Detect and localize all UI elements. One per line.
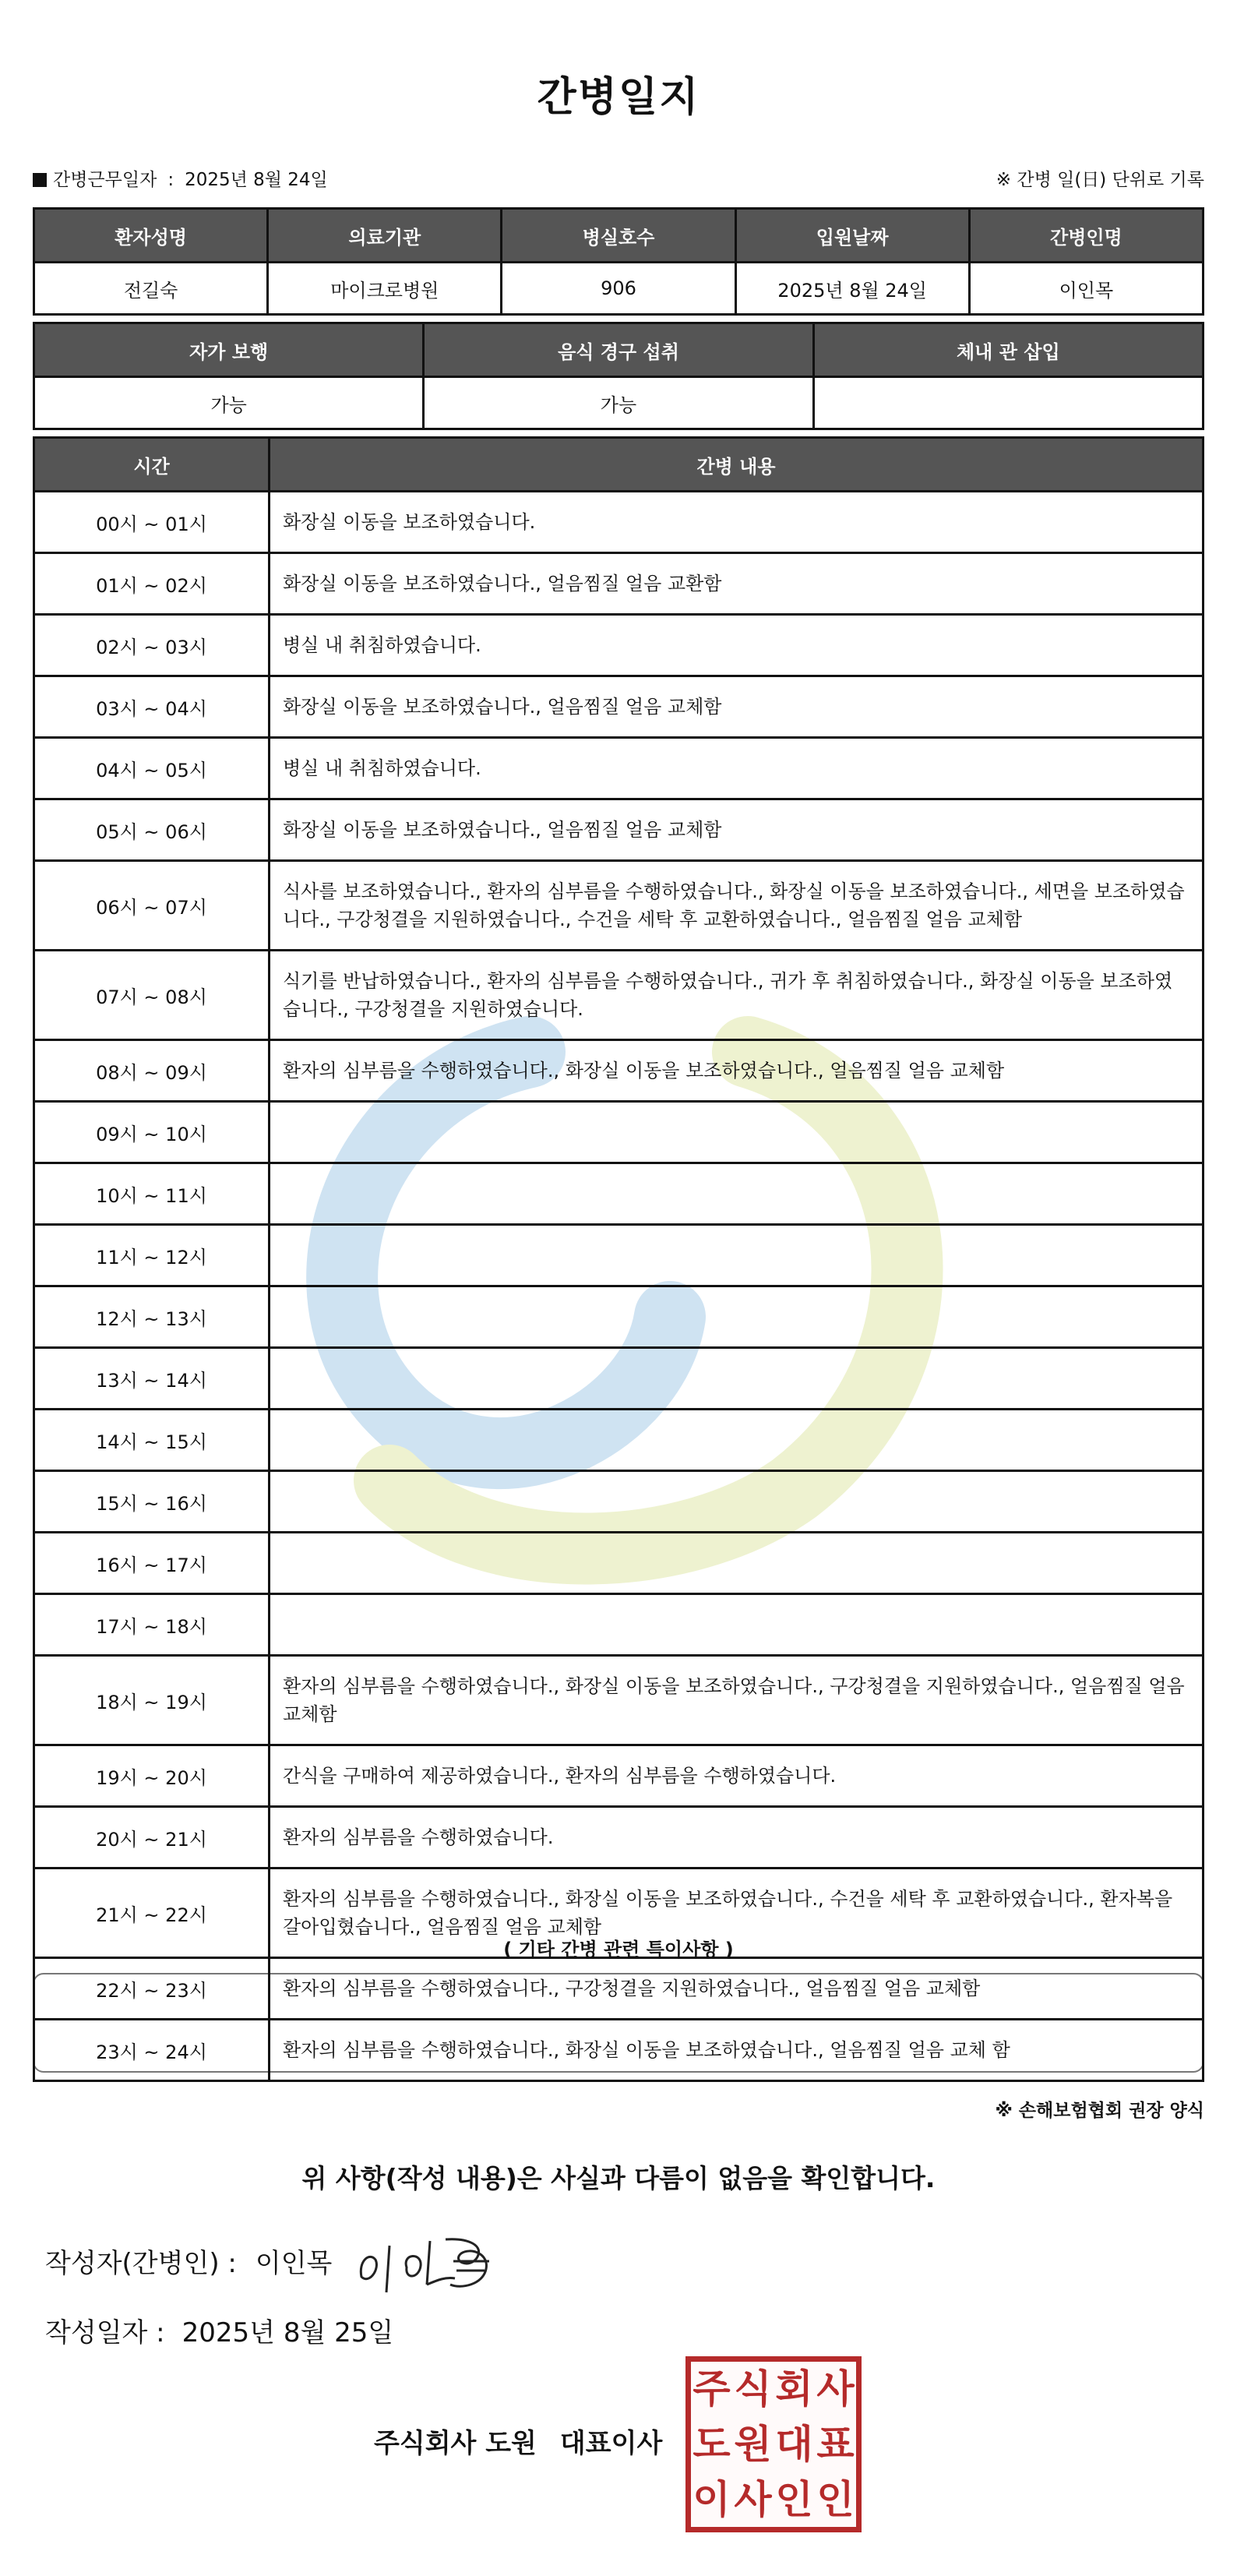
- care-log-row: [34, 2020, 1204, 2081]
- company-name: 주식회사 도원: [374, 2428, 537, 2459]
- care-log-content: 간식을 구매하여 제공하였습니다., 환자의 심부름을 수행하였습니다.: [270, 1745, 1204, 1807]
- page-title: 간병일지: [537, 74, 700, 121]
- care-log-row: [34, 1745, 1204, 1807]
- seal-character: 인: [775, 2476, 813, 2522]
- care-log-content: [270, 1163, 1204, 1225]
- status-header-row: [34, 323, 1204, 377]
- patient-info-value-row: [34, 263, 1204, 315]
- header-care-content: 간병 내용: [270, 438, 1204, 492]
- care-log-content: 화장실 이동을 보조하였습니다., 얼음찜질 얼음 교체함: [270, 799, 1204, 861]
- care-log-time: 08시 ~ 09시: [34, 1040, 270, 1102]
- patient-status-table: [33, 322, 1204, 430]
- care-log-time: 12시 ~ 13시: [34, 1286, 270, 1348]
- write-date-label: 작성일자 :: [45, 2317, 165, 2348]
- care-log-row: [34, 738, 1204, 799]
- patient-info-table: [33, 207, 1204, 316]
- work-date-label: 간병근무일자: [53, 170, 157, 190]
- care-log-row: [34, 1348, 1204, 1410]
- hospital-name: 마이크로병원: [268, 263, 502, 315]
- company-seal-stamp: [685, 2356, 862, 2532]
- care-log-content: 환자의 심부름을 수행하였습니다., 구강청결을 지원하였습니다., 얼음찜질 얼음 교체함: [270, 1958, 1204, 2020]
- care-log-row: [34, 1533, 1204, 1594]
- header-caregiver-name: 간병인명: [969, 209, 1203, 263]
- seal-character: 인: [816, 2476, 855, 2522]
- work-date-value: 2025년 8월 24일: [185, 170, 328, 190]
- care-log-content: 환자의 심부름을 수행하였습니다., 화장실 이동을 보조하였습니다., 구강청결을 지원하였습니다., 얼음찜질 얼음 교체함: [270, 1656, 1204, 1745]
- care-log-row: [34, 1471, 1204, 1533]
- status-value-row: [34, 377, 1204, 429]
- seal-character: 도: [693, 2421, 731, 2467]
- care-log-content: 화장실 이동을 보조하였습니다., 얼음찜질 얼음 교체함: [270, 676, 1204, 738]
- seal-character: 식: [734, 2366, 772, 2412]
- care-log-time: 23시 ~ 24시: [34, 2020, 270, 2081]
- seal-character: 사: [816, 2366, 855, 2412]
- self-walking-value: 가능: [34, 377, 424, 429]
- care-log-time: 21시 ~ 22시: [34, 1868, 270, 1958]
- care-log-content: [270, 1102, 1204, 1163]
- writer-name: 이인목: [255, 2248, 333, 2279]
- care-log-row: [34, 951, 1204, 1040]
- care-log-time: 00시 ~ 01시: [34, 492, 270, 553]
- seal-character: 회: [775, 2366, 813, 2412]
- care-log-time: 02시 ~ 03시: [34, 615, 270, 676]
- care-log-time: 05시 ~ 06시: [34, 799, 270, 861]
- care-log-content: 식사를 보조하였습니다., 환자의 심부름을 수행하였습니다., 화장실 이동을 보조하였습니다., 세면을 보조하였습니다., 구강청결을 지원하였습니다., 수건을 세탁 후 교환하였습니다., 얼음찜질 얼음 교체함: [270, 861, 1204, 951]
- care-log-content: 화장실 이동을 보조하였습니다., 얼음찜질 얼음 교환함: [270, 553, 1204, 615]
- care-log-content: [270, 1410, 1204, 1471]
- admission-date: 2025년 8월 24일: [735, 263, 969, 315]
- patient-name: 전길숙: [34, 263, 268, 315]
- write-date-value: 2025년 8월 25일: [181, 2317, 394, 2348]
- care-log-time: 14시 ~ 15시: [34, 1410, 270, 1471]
- care-log-content: 식기를 반납하였습니다., 환자의 심부름을 수행하였습니다., 귀가 후 취침하였습니다., 화장실 이동을 보조하였습니다., 구강청결을 지원하였습니다.: [270, 951, 1204, 1040]
- seal-character: 원: [734, 2421, 772, 2467]
- header-tube-insertion: 체내 관 삽입: [813, 323, 1203, 377]
- care-log-time: 18시 ~ 19시: [34, 1656, 270, 1745]
- care-log-row: [34, 1594, 1204, 1656]
- ceo-title: 대표이사: [559, 2428, 663, 2459]
- caregiver-name: 이인목: [969, 263, 1203, 315]
- seal-character: 표: [816, 2421, 855, 2467]
- form-source-note: ※ 손해보험협회 권장 양식: [995, 2101, 1204, 2121]
- patient-info-header-row: [34, 209, 1204, 263]
- header-oral-intake: 음식 경구 섭취: [424, 323, 813, 377]
- care-log-content: 환자의 심부름을 수행하였습니다., 화장실 이동을 보조하였습니다., 수건을 세탁 후 교환하였습니다., 환자복을 갈아입혔습니다., 얼음찜질 얼음 교체함: [270, 1868, 1204, 1958]
- seal-character: 대: [775, 2421, 813, 2467]
- confirmation-statement: 위 사항(작성 내용)은 사실과 다름이 없음을 확인합니다.: [301, 2163, 936, 2193]
- care-log-header-row: [34, 438, 1204, 492]
- care-log-row: [34, 1410, 1204, 1471]
- care-log-time: 22시 ~ 23시: [34, 1958, 270, 2020]
- care-log-body: [34, 492, 1204, 2081]
- room-number: 906: [502, 263, 735, 315]
- care-log-row: [34, 676, 1204, 738]
- oral-intake-value: 가능: [424, 377, 813, 429]
- care-log-row: [34, 1225, 1204, 1286]
- care-log-time: 04시 ~ 05시: [34, 738, 270, 799]
- care-log-row: [34, 492, 1204, 553]
- care-log-row: [34, 861, 1204, 951]
- header-admission-date: 입원날짜: [735, 209, 969, 263]
- care-log-time: 17시 ~ 18시: [34, 1594, 270, 1656]
- care-log-content: [270, 1225, 1204, 1286]
- care-log-content: 병실 내 취침하였습니다.: [270, 615, 1204, 676]
- care-log-time: 10시 ~ 11시: [34, 1163, 270, 1225]
- company-line: [374, 2422, 662, 2460]
- work-date: [33, 165, 328, 191]
- header-patient-name: 환자성명: [34, 209, 268, 263]
- care-log-content: [270, 1471, 1204, 1533]
- care-log-content: [270, 1533, 1204, 1594]
- care-log-row: [34, 1958, 1204, 2020]
- writer-line: [45, 2242, 332, 2280]
- writer-label: 작성자(간병인) :: [45, 2248, 237, 2279]
- tube-insertion-value: [813, 377, 1203, 429]
- care-log-time: 07시 ~ 08시: [34, 951, 270, 1040]
- care-log-time: 19시 ~ 20시: [34, 1745, 270, 1807]
- care-log-row: [34, 615, 1204, 676]
- care-log-content: [270, 1348, 1204, 1410]
- care-log-time: 06시 ~ 07시: [34, 861, 270, 951]
- care-log-time: 01시 ~ 02시: [34, 553, 270, 615]
- care-log-content: 화장실 이동을 보조하였습니다.: [270, 492, 1204, 553]
- care-log-row: [34, 1102, 1204, 1163]
- header-room-number: 병실호수: [502, 209, 735, 263]
- header-time: 시간: [34, 438, 270, 492]
- care-log-content: [270, 1594, 1204, 1656]
- care-log-row: [34, 1286, 1204, 1348]
- care-log-row: [34, 1656, 1204, 1745]
- signature-icon: [352, 2230, 500, 2300]
- seal-character: 주: [693, 2366, 731, 2412]
- record-unit-note: ※ 간병 일(日) 단위로 기록: [996, 170, 1204, 190]
- write-date-line: [45, 2311, 393, 2349]
- care-log-row: [34, 1163, 1204, 1225]
- header-self-walking: 자가 보행: [34, 323, 424, 377]
- care-log-row: [34, 1040, 1204, 1102]
- special-notes-title: ( 기타 간병 관련 특이사항 ): [503, 1939, 734, 1960]
- care-log-content: 환자의 심부름을 수행하였습니다., 화장실 이동을 보조하였습니다., 얼음찜질 얼음 교체함: [270, 1040, 1204, 1102]
- care-log-content: [270, 1286, 1204, 1348]
- care-log-content: 병실 내 취침하였습니다.: [270, 738, 1204, 799]
- care-log-time: 20시 ~ 21시: [34, 1807, 270, 1868]
- seal-character: 이: [693, 2476, 731, 2522]
- care-log-time: 03시 ~ 04시: [34, 676, 270, 738]
- care-log-time: 15시 ~ 16시: [34, 1471, 270, 1533]
- work-date-separator: :: [167, 170, 174, 190]
- care-log-row: [34, 553, 1204, 615]
- care-log-row: [34, 799, 1204, 861]
- care-log-row: [34, 1807, 1204, 1868]
- meta-row: [33, 165, 1204, 196]
- care-log-time: 11시 ~ 12시: [34, 1225, 270, 1286]
- care-log-table: [33, 436, 1204, 2082]
- care-log-content: 환자의 심부름을 수행하였습니다.: [270, 1807, 1204, 1868]
- care-log-time: 13시 ~ 14시: [34, 1348, 270, 1410]
- seal-character: 사: [734, 2476, 772, 2522]
- care-log-content: 환자의 심부름을 수행하였습니다., 화장실 이동을 보조하였습니다., 얼음찜질 얼음 교체 함: [270, 2020, 1204, 2081]
- care-log-time: 16시 ~ 17시: [34, 1533, 270, 1594]
- header-hospital: 의료기관: [268, 209, 502, 263]
- care-log-time: 09시 ~ 10시: [34, 1102, 270, 1163]
- care-log-row: [34, 1868, 1204, 1958]
- square-bullet-icon: [33, 173, 47, 187]
